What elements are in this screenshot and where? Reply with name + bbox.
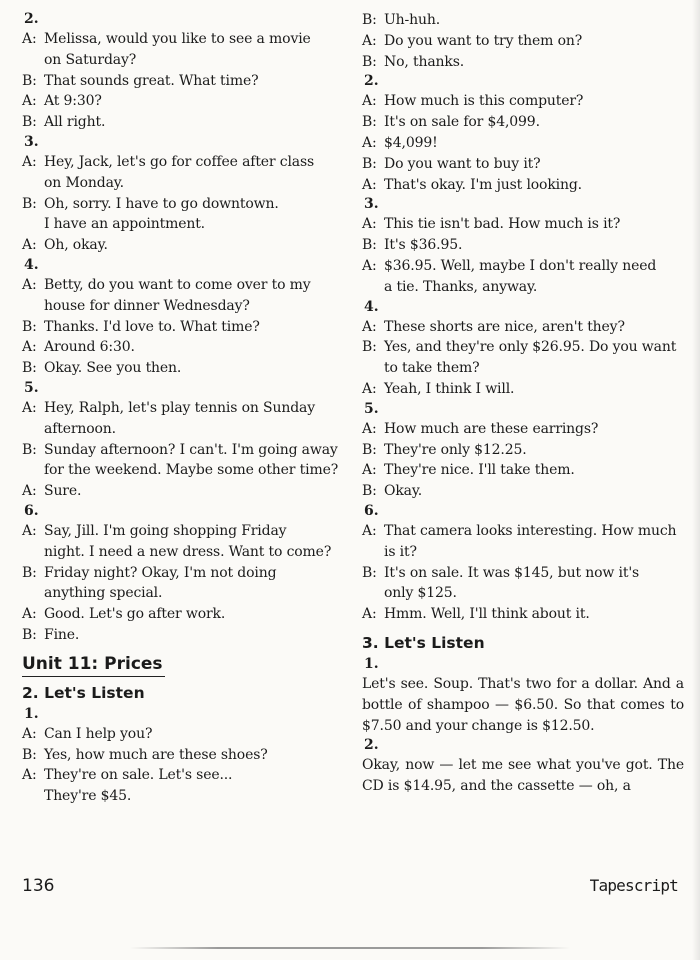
dialogue-block [362,400,684,502]
section-title-right: 3. Let's Listen [362,633,485,652]
line-text: Sunday afternoon? I can't. I'm going away [44,441,338,458]
line-text: Oh, sorry. I have to go downtown. [44,195,279,212]
listen-passages [362,655,684,797]
dialogue-line [22,235,352,256]
dialogue-line [22,604,352,625]
dialogue-line [362,214,684,235]
dialogue-line [22,583,352,604]
dialogue-line [362,481,684,502]
dialogue-line [22,337,352,358]
dialogue-block [22,705,352,807]
dialogue-line [22,358,352,379]
line-text: Around 6:30. [44,339,135,356]
line-text: They're $45. [44,788,132,805]
line-text: Fine. [44,626,80,643]
dialogue-line [22,317,352,338]
listen-item [362,655,684,736]
dialogue-line [22,460,352,481]
item-number: 5. [24,379,39,396]
speaker-label: B: [362,441,377,458]
dialogue-line [362,379,684,400]
line-text: It's on sale. It was $145, but now it's [384,564,640,581]
speaker-label: B: [362,12,377,28]
speaker-label: A: [362,93,377,110]
dialogue-line [22,745,352,766]
item-number: 6. [364,502,379,519]
speaker-label [22,786,44,807]
speaker-label: A: [362,216,377,233]
dialogue-line [362,542,684,563]
line-text: for the weekend. Maybe some other time? [44,462,339,479]
line-text: Hey, Ralph, let's play tennis on Sunday [44,399,315,416]
dialogue-line [362,154,684,175]
dialogue-line [362,460,684,481]
speaker-label: A: [362,257,377,274]
listen-item [362,736,684,797]
speaker-label: B: [362,564,377,581]
dialogue-line [22,563,352,584]
speaker-label: B: [362,483,377,500]
dialogue-block [362,298,684,400]
speaker-label: A: [22,153,37,170]
speaker-label: B: [22,360,37,377]
speaker-label [22,583,44,604]
dialogue-line [22,112,352,133]
dialogue-line [22,152,352,173]
dialogue-line [22,50,352,71]
speaker-label [362,542,384,563]
dialogue-line [362,440,684,461]
dialogue-line [362,175,684,196]
line-text: They're only $12.25. [384,441,527,458]
line-text: This tie isn't bad. How much is it? [384,216,621,233]
line-text: Do you want to buy it? [384,155,541,172]
dialogue-line [362,235,684,256]
dialogue-block [22,379,352,502]
page-edge-shadow [692,0,700,960]
speaker-label [22,214,44,235]
speaker-label: B: [362,155,377,172]
dialogue-block [22,133,352,256]
dialogue-line [362,583,684,604]
line-text: Can I help you? [44,725,153,742]
item-number: 1. [24,705,39,722]
line-text: These shorts are nice, aren't they? [384,318,625,335]
unit-title: Unit 11: Prices [22,652,165,677]
line-text: Do you want to try them on? [384,32,583,49]
speaker-label: B: [22,195,37,212]
section-title-left: 2. Let's Listen [22,683,145,702]
speaker-label: A: [362,606,377,623]
speaker-label: B: [22,114,37,131]
line-text: night. I need a new dress. Want to come? [44,543,332,560]
speaker-label [362,583,384,604]
dialogue-line [362,358,684,379]
item-number: 4. [364,298,379,315]
item-number: 6. [24,502,39,519]
dialogue-line [362,52,684,73]
dialogue-line [362,604,684,625]
speaker-label: A: [22,725,37,742]
speaker-label: B: [22,72,37,89]
dialogue-line [22,296,352,317]
page-number: 136 [22,876,55,896]
speaker-label: B: [22,626,37,643]
dialogue-line [22,173,352,194]
line-text: on Saturday? [44,51,137,68]
speaker-label [362,277,384,298]
dialogue-line [22,481,352,502]
dialogue-line [362,317,684,338]
dialogue-line [22,419,352,440]
item-number: 5. [364,400,379,417]
running-title: Tapescript [589,876,678,895]
listen-text: Let's see. Soup. That's two for a dollar. And a bottle of shampoo — $6.50. So that comes to $7.50 and your change is $12.50. [362,675,684,734]
left-dialogues [22,10,352,646]
listen-text: Okay, now — let me see what you've got. The CD is $14.95, and the cassette — oh, a [362,757,684,795]
line-text: How much is this computer? [384,93,584,110]
line-text: Hey, Jack, let's go for coffee after class [44,153,315,170]
dialogue-line [362,277,684,298]
line-text: anything special. [44,585,163,602]
line-text: Sure. [44,483,82,500]
dialogue-line [362,419,684,440]
line-text: That's okay. I'm just looking. [384,176,582,193]
line-text: Say, Jill. I'm going shopping Friday [44,522,287,539]
line-text: only $125. [384,585,457,602]
dialogue-line [22,765,352,786]
dialogue-line [22,542,352,563]
speaker-label: A: [22,237,37,254]
dialogue-line [22,724,352,745]
line-text: on Monday. [44,174,124,191]
line-text: house for dinner Wednesday? [44,297,250,314]
speaker-label: A: [362,462,377,479]
speaker-label [22,419,44,440]
line-text: Okay. See you then. [44,360,182,377]
speaker-label: A: [362,380,377,397]
speaker-label: A: [22,483,37,500]
line-text: That sounds great. What time? [44,72,259,89]
speaker-label [22,173,44,194]
dialogue-line [362,10,684,31]
bottom-rule [130,947,570,949]
dialogue-line [362,337,684,358]
speaker-label [22,50,44,71]
dialogue-line [362,31,684,52]
line-text: It's $36.95. [384,237,463,254]
speaker-label: B: [362,53,377,70]
item-number: 2. [24,11,39,27]
speaker-label: A: [362,32,377,49]
dialogue-line [22,29,352,50]
dialogue-line [22,398,352,419]
dialogue-line [362,91,684,112]
dialogue-line [362,133,684,154]
speaker-label: A: [22,339,37,356]
item-number: 1. [364,655,379,672]
line-text: That camera looks interesting. How much [384,522,677,539]
line-text: All right. [44,114,106,131]
line-text: They're nice. I'll take them. [384,462,575,479]
dialogue-line [22,275,352,296]
line-text: to take them? [384,360,480,377]
speaker-label: A: [362,522,377,539]
dialogue-block [362,72,684,195]
speaker-label: A: [362,420,377,437]
line-text: Uh-huh. [384,12,440,28]
line-text: Hmm. Well, I'll think about it. [384,606,590,623]
right-dialogues [362,72,684,625]
speaker-label: A: [22,606,37,623]
line-text: Yeah, I think I will. [384,380,515,397]
dialogue-line [22,91,352,112]
dialogue-block [22,10,352,133]
speaker-label: A: [22,399,37,416]
line-text: Thanks. I'd love to. What time? [44,318,260,335]
dialogue-line [22,214,352,235]
item-number: 2. [364,737,379,754]
line-text: Friday night? Okay, I'm not doing [44,564,277,581]
speaker-label: A: [22,31,37,47]
line-text: afternoon. [44,420,116,437]
speaker-label: B: [362,237,377,254]
dialogue-line [22,194,352,215]
line-text: It's on sale for $4,099. [384,114,540,131]
speaker-label: B: [22,441,37,458]
line-text: a tie. Thanks, anyway. [384,278,538,295]
dialogue-line [22,71,352,92]
unit-dialogues [22,705,352,807]
line-text: I have an appointment. [44,216,205,233]
line-text: Yes, how much are these shoes? [44,746,268,763]
dialogue-line [22,440,352,461]
left-column [22,10,352,807]
speaker-label: A: [22,93,37,110]
speaker-label: A: [362,318,377,335]
item-number: 3. [364,196,379,213]
line-text: Okay. [384,483,423,500]
dialogue-block [362,195,684,297]
speaker-label: A: [22,522,37,539]
line-text: Good. Let's go after work. [44,606,226,623]
continued-dialogue [362,10,684,72]
dialogue-line [362,256,684,277]
item-number: 2. [364,73,379,90]
line-text: Oh, okay. [44,237,108,254]
line-text: $36.95. Well, maybe I don't really need [384,257,657,274]
dialogue-line [362,112,684,133]
speaker-label: A: [362,134,377,151]
line-text: $4,099! [384,134,438,151]
item-number: 3. [24,133,39,150]
speaker-label: B: [362,339,377,356]
dialogue-line [362,563,684,584]
dialogue-line [22,625,352,646]
speaker-label: B: [22,564,37,581]
line-text: Yes, and they're only $26.95. Do you want [384,339,677,356]
speaker-label: B: [22,746,37,763]
speaker-label: A: [22,276,37,293]
line-text: No, thanks. [384,53,465,70]
speaker-label: B: [22,318,37,335]
speaker-label: A: [362,176,377,193]
speaker-label [22,296,44,317]
dialogue-line [22,521,352,542]
item-number: 4. [24,256,39,273]
speaker-label [362,358,384,379]
dialogue-line [22,786,352,807]
line-text: Betty, do you want to come over to my [44,276,311,293]
speaker-label: A: [22,767,37,784]
line-text: Melissa, would you like to see a movie [44,31,311,47]
line-text: How much are these earrings? [384,420,599,437]
speaker-label [22,542,44,563]
dialogue-block [22,502,352,646]
line-text: They're on sale. Let's see... [44,767,233,784]
line-text: At 9:30? [44,93,102,110]
dialogue-line [362,521,684,542]
dialogue-block [362,502,684,625]
dialogue-block [22,256,352,379]
right-column [362,10,684,797]
speaker-label [22,460,44,481]
line-text: is it? [384,543,417,560]
speaker-label: B: [362,114,377,131]
